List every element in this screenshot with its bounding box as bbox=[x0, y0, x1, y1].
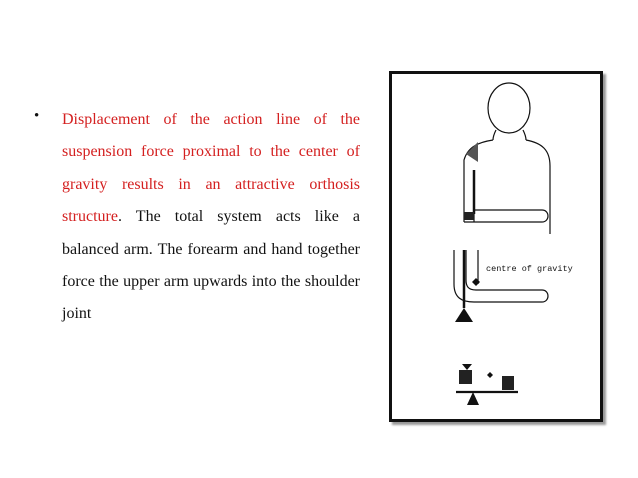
pivot-triangle bbox=[455, 308, 473, 322]
bullet-text-highlight: Displacement of the action line of the suspension force proximal to the center of gravity results in an attractive orthosis structure bbox=[62, 111, 360, 226]
gravity-marker bbox=[472, 278, 480, 286]
orthosis-illustration bbox=[392, 74, 606, 425]
balanced-arm-diagram bbox=[454, 250, 548, 302]
orthosis-figure bbox=[389, 71, 603, 422]
balance-scale bbox=[456, 364, 518, 405]
cuff-block bbox=[464, 212, 474, 220]
centre-of-gravity-label: centre of gravity bbox=[486, 264, 573, 274]
bullet-text-body: . The total system acts like a balanced arm. The forearm and hand together force the upper arm upwards into the shoulder joint bbox=[62, 208, 360, 323]
bullet-text bbox=[62, 104, 360, 331]
bullet-symbol: • bbox=[34, 108, 40, 124]
